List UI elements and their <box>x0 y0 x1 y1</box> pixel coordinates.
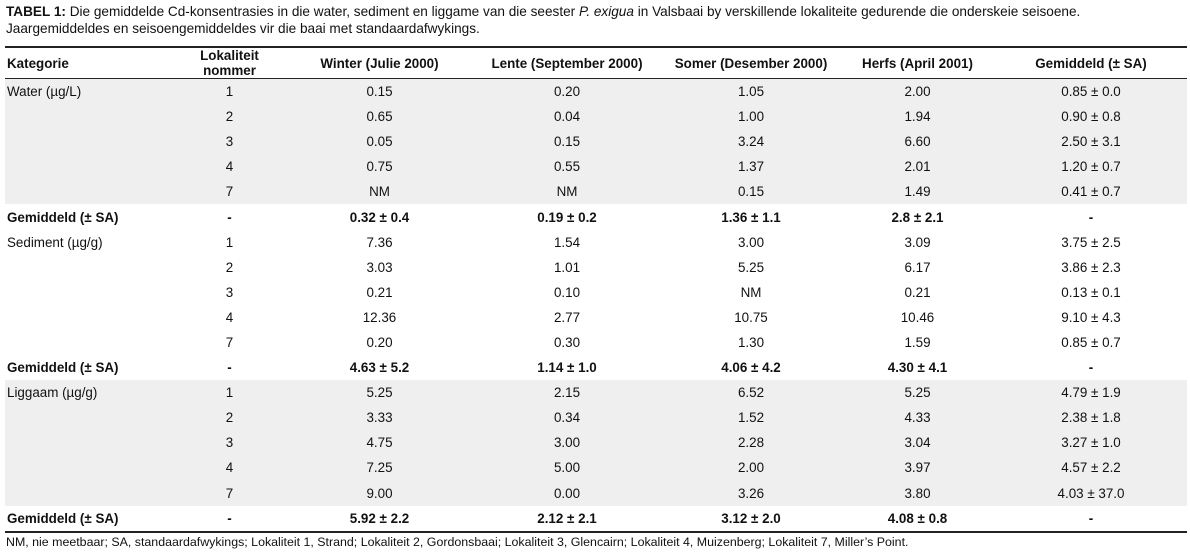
table-cell: 2.00 <box>662 455 840 480</box>
table-row <box>5 455 1187 480</box>
table-cell: NM <box>287 179 472 204</box>
table-cell: 0.85 ± 0.0 <box>995 79 1187 105</box>
header-winter: Winter (Julie 2000) <box>287 47 472 79</box>
table-cell: 3 <box>172 129 287 154</box>
header-herfs: Herfs (April 2001) <box>840 47 995 79</box>
table-cell: 1.05 <box>662 79 840 105</box>
table-cell: 3.04 <box>840 430 995 455</box>
mean-cell: 3.12 ± 2.0 <box>662 506 840 532</box>
mean-label: Gemiddeld (± SA) <box>7 209 119 225</box>
table-cell: 0.75 <box>287 154 472 179</box>
table-cell: 0.00 <box>472 481 662 506</box>
table-cell: 0.13 ± 0.1 <box>1061 284 1121 300</box>
table-cell: 1.94 <box>840 104 995 129</box>
table-cell: 1.01 <box>553 259 581 275</box>
table-cell: 2.15 <box>472 380 662 405</box>
category-empty-cell <box>5 255 172 280</box>
table-cell: 4 <box>172 455 287 480</box>
table-cell: 4.79 ± 1.9 <box>995 380 1187 405</box>
table-cell: 3.09 <box>904 234 931 250</box>
table-cell: 1.52 <box>662 405 840 430</box>
table-cell: 0.34 <box>472 405 662 430</box>
table-cell: 0.41 ± 0.7 <box>995 179 1187 204</box>
table-row <box>5 330 1187 355</box>
category-empty-cell <box>5 405 172 430</box>
mean-cell: 4.63 ± 5.2 <box>349 360 410 376</box>
table-cell: 1.54 <box>553 234 581 250</box>
table-cell: 5.25 <box>287 380 472 405</box>
table-cell: 1.20 ± 0.7 <box>995 154 1187 179</box>
table-row <box>5 129 1187 154</box>
category-empty-cell <box>5 430 172 455</box>
table-row <box>5 405 1187 430</box>
table-cell: 4.75 <box>287 430 472 455</box>
table-row <box>5 305 1187 330</box>
table-cell: 3.26 <box>662 481 840 506</box>
table-cell: 0.15 <box>662 179 840 204</box>
table-row <box>5 380 1187 405</box>
mean-cell: 0.19 ± 0.2 <box>537 209 597 225</box>
table-cell: 2.28 <box>662 430 840 455</box>
category-empty-cell <box>5 179 172 204</box>
mean-cell: 4.30 ± 4.1 <box>887 360 948 376</box>
table-cell: 4.03 ± 37.0 <box>995 481 1187 506</box>
table-cell: 4.57 ± 2.2 <box>995 455 1187 480</box>
category-label: Water (µg/L) <box>5 79 172 105</box>
table-cell: 4 <box>172 154 287 179</box>
table-footnote: NM, nie meetbaar; SA, standaardafwykings; Lokaliteit 1, Strand; Lokaliteit 2, Gordonsbaai; Lokaliteit 3, Glencairn; Lokaliteit 4, Muizenberg; Lokaliteit 7, Miller’s Point. <box>6 535 909 549</box>
table-cell: 0.10 <box>553 284 581 300</box>
table-cell: 0.15 <box>287 79 472 105</box>
header-somer: Somer (Desember 2000) <box>662 47 840 79</box>
table-cell: 0.90 ± 0.8 <box>995 104 1187 129</box>
table-cell: 2 <box>172 405 287 430</box>
table-cell: 7 <box>225 334 234 350</box>
category-empty-cell <box>5 280 172 305</box>
table-cell: 3.86 ± 2.3 <box>1061 259 1121 275</box>
table-cell: 2 <box>225 259 234 275</box>
category-empty-cell <box>5 129 172 154</box>
table-cell: 6.17 <box>904 259 931 275</box>
table-cell: 1 <box>172 380 287 405</box>
table-cell: 7.25 <box>287 455 472 480</box>
table-row <box>5 230 1187 255</box>
table-cell: 0.05 <box>287 129 472 154</box>
table-row <box>5 79 1187 105</box>
table-cell: 3.80 <box>840 481 995 506</box>
table-cell: 2.50 ± 3.1 <box>995 129 1187 154</box>
mean-cell: - <box>1088 360 1094 376</box>
table-row <box>5 154 1187 179</box>
caption-label: TABEL 1: <box>6 4 66 19</box>
table-cell: 0.04 <box>472 104 662 129</box>
mean-cell: - <box>1088 209 1094 225</box>
caption-text-before: Die gemiddelde Cd-konsentrasies in die water, sediment en liggame van die seester <box>65 4 579 19</box>
mean-label: Gemiddeld (± SA) <box>5 506 172 532</box>
mean-cell: 0.32 ± 0.4 <box>349 209 410 225</box>
header-gemiddeld: Gemiddeld (± SA) <box>995 47 1187 79</box>
table-cell: 4 <box>225 309 234 325</box>
category-empty-cell <box>5 104 172 129</box>
table-cell: 0.15 <box>472 129 662 154</box>
table-cell: 9.10 ± 4.3 <box>1061 309 1121 325</box>
table-cell: 5.25 <box>840 380 995 405</box>
category-empty-cell <box>5 305 172 330</box>
table-cell: 5.25 <box>737 259 765 275</box>
table-cell: 12.36 <box>362 309 397 325</box>
category-empty-cell <box>5 154 172 179</box>
table-cell: 0.85 ± 0.7 <box>1061 334 1121 350</box>
table-cell: 1 <box>225 234 234 250</box>
category-label: Liggaam (µg/g) <box>5 380 172 405</box>
table-cell: 1.30 <box>737 334 765 350</box>
table-cell: 3.33 <box>287 405 472 430</box>
table-cell: 0.20 <box>366 334 393 350</box>
mean-cell: 5.92 ± 2.2 <box>287 506 472 532</box>
table-cell: 1.49 <box>840 179 995 204</box>
table-cell: 7.36 <box>366 234 393 250</box>
caption-species: P. exigua <box>579 4 634 19</box>
table-cell: 1.59 <box>904 334 931 350</box>
table-cell: 3.00 <box>472 430 662 455</box>
table-cell: 2.00 <box>840 79 995 105</box>
table-cell: 3.27 ± 1.0 <box>995 430 1187 455</box>
table-body <box>5 79 1187 532</box>
table-cell: 10.75 <box>734 309 768 325</box>
table-cell: 0.55 <box>472 154 662 179</box>
table-row <box>5 255 1187 280</box>
table-row <box>5 481 1187 506</box>
header-kategorie: Kategorie <box>5 47 172 79</box>
table-cell: 1.00 <box>662 104 840 129</box>
data-table <box>5 46 1187 533</box>
table-cell: 0.30 <box>553 334 581 350</box>
table-cell: 2.77 <box>553 309 581 325</box>
table-header-row <box>5 47 1187 79</box>
table-row <box>5 104 1187 129</box>
mean-cell: - <box>227 209 232 225</box>
category-label: Sediment (µg/g) <box>7 234 103 250</box>
table-cell: 7 <box>172 481 287 506</box>
mean-cell: - <box>172 506 287 532</box>
mean-cell: 2.12 ± 2.1 <box>472 506 662 532</box>
mean-cell: 1.14 ± 1.0 <box>537 360 597 376</box>
table-cell: 0.65 <box>287 104 472 129</box>
mean-cell: 2.8 ± 2.1 <box>891 209 944 225</box>
table-cell: 3.97 <box>840 455 995 480</box>
table-row <box>5 179 1187 204</box>
table-cell: 0.21 <box>904 284 931 300</box>
mean-cell: 4.06 ± 4.2 <box>721 360 781 376</box>
mean-row <box>5 355 1187 380</box>
table-cell: 9.00 <box>287 481 472 506</box>
mean-cell: - <box>227 360 232 376</box>
table-cell: NM <box>740 284 762 300</box>
table-cell: 2.38 ± 1.8 <box>995 405 1187 430</box>
table-row <box>5 430 1187 455</box>
mean-cell: - <box>995 506 1187 532</box>
table-cell: NM <box>472 179 662 204</box>
table-cell: 0.21 <box>366 284 393 300</box>
mean-label: Gemiddeld (± SA) <box>7 360 119 376</box>
table-cell: 3 <box>172 430 287 455</box>
mean-cell: 4.08 ± 0.8 <box>840 506 995 532</box>
table-cell: 4.33 <box>840 405 995 430</box>
caption-text-after: in Valsbaai by verskillende lokaliteite gedurende die onderskeie seisoene. Jaargemiddeldes en seisoengemiddeldes vir die baai met standaardafwykings. <box>6 4 1081 36</box>
table-cell: 3.00 <box>737 234 765 250</box>
category-empty-cell <box>5 455 172 480</box>
table-cell: 1 <box>172 79 287 105</box>
table-cell: 2.01 <box>840 154 995 179</box>
table-cell: 3.24 <box>662 129 840 154</box>
category-empty-cell <box>5 481 172 506</box>
table-cell: 10.46 <box>900 309 935 325</box>
table-cell: 6.52 <box>662 380 840 405</box>
header-lokaliteit: Lokaliteit nommer <box>172 47 287 79</box>
table-cell: 3.75 ± 2.5 <box>1061 234 1121 250</box>
table-cell: 6.60 <box>840 129 995 154</box>
table-row <box>5 280 1187 305</box>
category-empty-cell <box>5 330 172 355</box>
table-cell: 7 <box>172 179 287 204</box>
table-cell: 3 <box>225 284 234 300</box>
table-cell: 0.20 <box>472 79 662 105</box>
table-cell: 2 <box>172 104 287 129</box>
mean-cell: 1.36 ± 1.1 <box>721 209 781 225</box>
table-cell: 5.00 <box>472 455 662 480</box>
table-cell: 3.03 <box>366 259 393 275</box>
mean-row <box>5 506 1187 532</box>
mean-row <box>5 204 1187 229</box>
header-lente: Lente (September 2000) <box>472 47 662 79</box>
table-cell: 1.37 <box>662 154 840 179</box>
table-caption <box>6 3 1184 37</box>
